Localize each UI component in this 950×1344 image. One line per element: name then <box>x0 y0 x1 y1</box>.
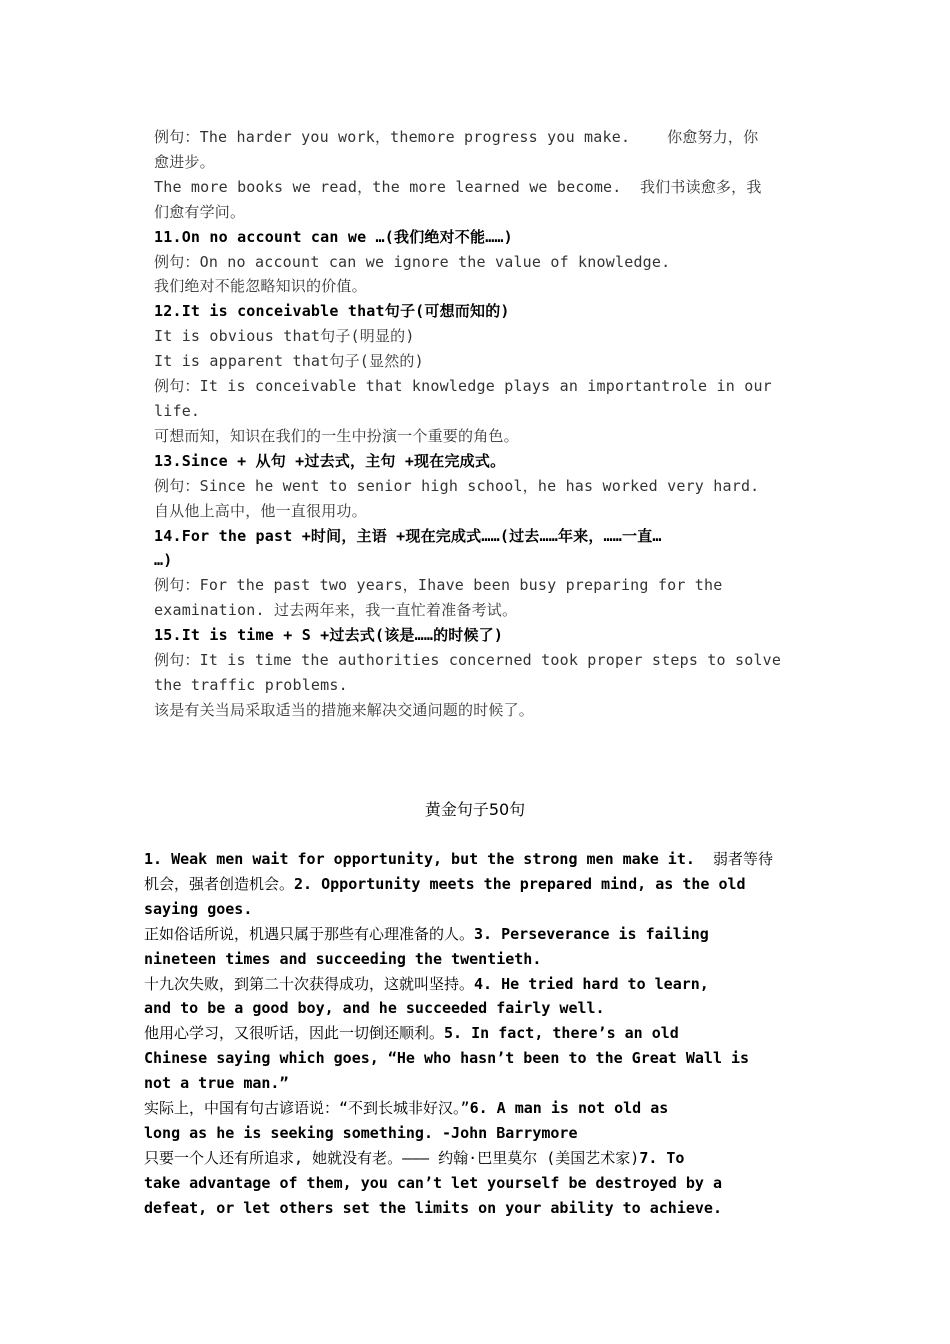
sentence-line <box>144 947 806 972</box>
sentence-line <box>144 922 806 947</box>
sentence-line <box>144 1096 806 1121</box>
example-line: 例句：The harder you work，themore progress you make. 你愈努力，你 <box>154 128 759 146</box>
section-title: 黄金句子50句 <box>424 800 526 819</box>
pattern-variant: It is obvious that句子(明显的) <box>154 327 415 346</box>
sentence-en: long as he is seeking something. -John Barrymore <box>144 1123 578 1142</box>
sentence-line <box>144 1071 806 1096</box>
example-line: 可想而知，知识在我们的一生中扮演一个重要的角色。 <box>154 426 519 445</box>
sentence-en: 7. To <box>639 1148 685 1167</box>
example-line: 例句：It is conceivable that knowledge plays an importantrole in our <box>154 377 772 396</box>
golden-sentences-section <box>144 847 806 1221</box>
example-line: 例句：For the past two years，Ihave been busy preparing for the <box>154 576 723 595</box>
sentence-patterns-section <box>154 125 794 723</box>
example-line: The more books we read，the more learned we become. 我们书读愈多，我 <box>154 177 762 196</box>
sentence-line <box>144 1121 806 1146</box>
sentence-en: and to be a good boy, and he succeeded fairly well. <box>144 999 605 1018</box>
pattern-heading: …) <box>154 551 173 570</box>
sentence-en: saying goes. <box>144 899 253 918</box>
sentence-line <box>144 1021 806 1046</box>
example-line: 自从他上高中，他一直很用功。 <box>154 501 367 520</box>
example-line: 例句：On no account can we ignore the value of knowledge. <box>154 252 671 271</box>
pattern-heading: 11.On no account can we …(我们绝对不能……) <box>154 227 513 246</box>
pattern-heading: 13.Since + 从句 +过去式，主句 +现在完成式。 <box>154 451 506 470</box>
example-line: 例句：It is time the authorities concerned took proper steps to solve <box>154 651 782 670</box>
sentence-en: 4. He tried hard to learn, <box>474 974 709 993</box>
sentence-en: 1. Weak men wait for opportunity, but the strong men make it. <box>144 850 713 868</box>
pattern-variant: It is apparent that句子(显然的) <box>154 352 424 371</box>
example-line: 愈进步。 <box>154 152 215 171</box>
sentence-en: 3. Perseverance is failing <box>474 924 709 943</box>
sentence-line <box>144 872 806 897</box>
sentence-en: defeat, or let others set the limits on your ability to achieve. <box>144 1198 722 1217</box>
sentence-en: nineteen times and succeeding the twentieth. <box>144 949 542 968</box>
sentence-line <box>144 847 806 872</box>
example-line: 们愈有学问。 <box>154 202 246 221</box>
example-line: the traffic problems. <box>154 675 348 694</box>
sentence-line <box>144 1196 806 1221</box>
sentence-line <box>144 1171 806 1196</box>
sentence-line <box>144 996 806 1021</box>
sentence-en: take advantage of them, you can’t let yourself be destroyed by a <box>144 1173 722 1192</box>
example-line: 例句：Since he went to senior high school，he has worked very hard. <box>154 476 760 495</box>
example-line: examination. 过去两年来，我一直忙着准备考试。 <box>154 601 518 620</box>
sentence-line <box>144 1046 806 1071</box>
sentence-en: Chinese saying which goes, “He who hasn’t been to the Great Wall is <box>144 1049 750 1068</box>
pattern-heading: 15.It is time + S +过去式(该是……的时候了) <box>154 626 504 645</box>
sentence-line <box>144 972 806 997</box>
example-line: life. <box>154 401 201 420</box>
sentence-zh: 实际上，中国有句古谚语说：“不到长城非好汉。” <box>144 1099 470 1118</box>
pattern-heading: 14.For the past +时间，主语 +现在完成式……(过去……年来，……一直… <box>154 526 662 545</box>
sentence-line <box>144 897 806 922</box>
sentence-zh: 机会，强者创造机会。 <box>144 874 295 893</box>
sentence-en: 6. A man is not old as <box>469 1099 669 1118</box>
sentence-en: not a true man.” <box>144 1074 289 1093</box>
sentence-en: 5. In fact, there’s an old <box>444 1024 679 1043</box>
example-line: 该是有关当局采取适当的措施来解决交通问题的时候了。 <box>154 700 535 719</box>
example-line: 我们绝对不能忽略知识的价值。 <box>154 277 367 296</box>
sentence-zh: 他用心学习，又很听话，因此一切倒还顺利。 <box>144 1024 445 1043</box>
sentence-zh: 弱者等待 <box>712 850 773 868</box>
sentence-line <box>144 1146 806 1171</box>
sentence-en: 2. Opportunity meets the prepared mind, as the old <box>294 874 746 893</box>
pattern-heading: 12.It is conceivable that句子(可想而知的) <box>154 302 510 321</box>
sentence-zh: 十九次失败，到第二十次获得成功，这就叫坚持。 <box>144 974 475 993</box>
sentence-zh: 只要一个人还有所追求, 她就没有老。——— 约翰·巴里莫尔 (美国艺术家) <box>144 1148 640 1167</box>
sentence-zh: 正如俗话所说，机遇只属于那些有心理准备的人。 <box>144 924 475 943</box>
